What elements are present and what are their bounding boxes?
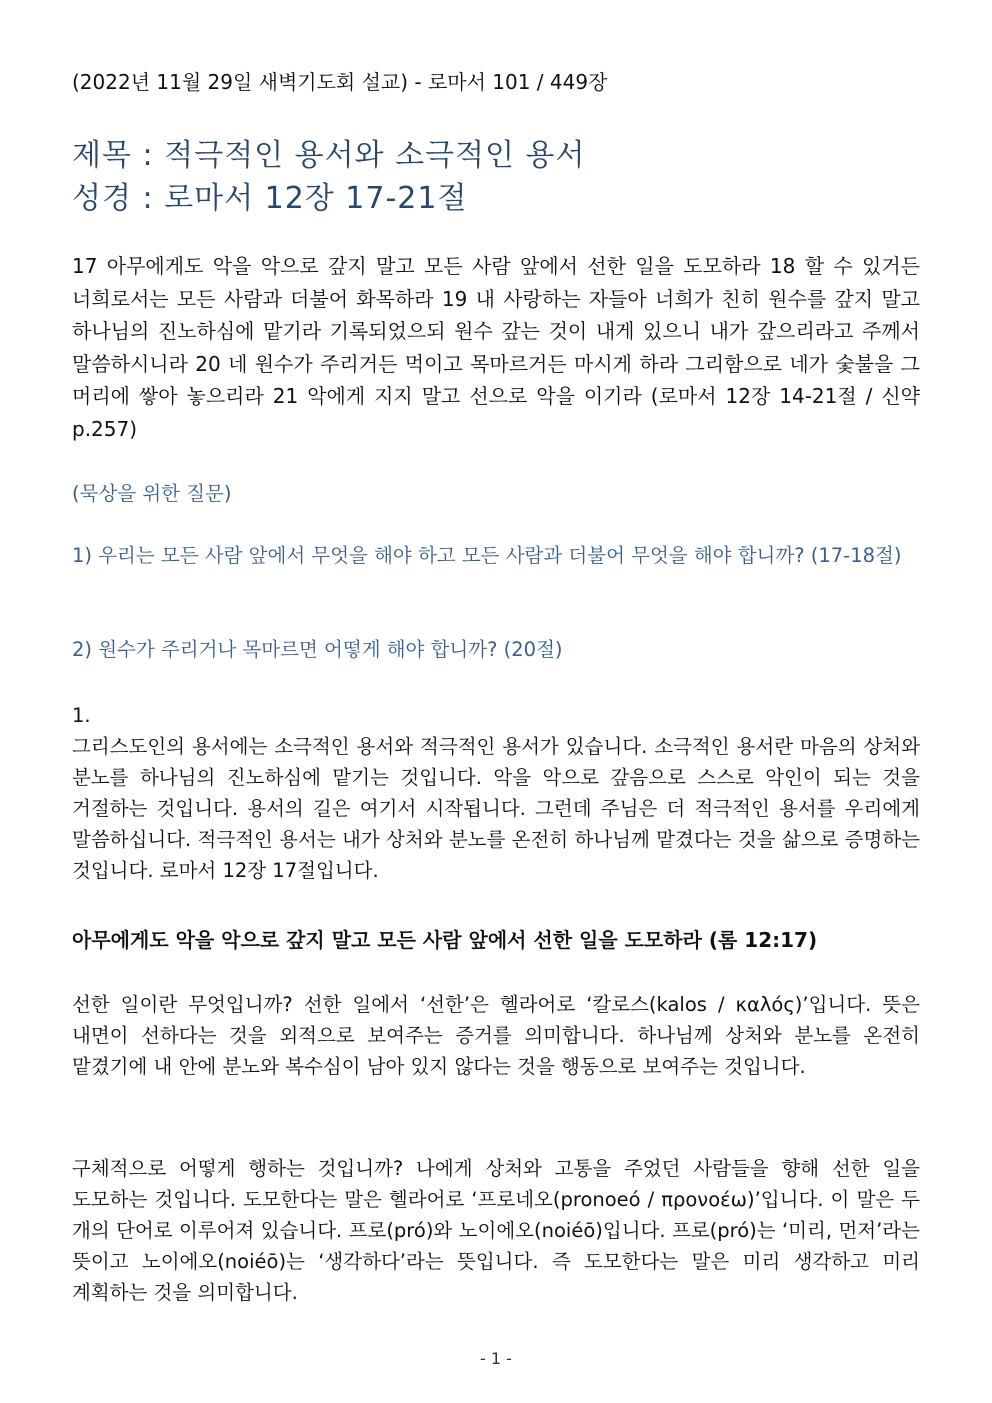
verse-quote: 아무에게도 악을 악으로 갚지 말고 모든 사람 앞에서 선한 일을 도모하라 (롬 12:17) [72,928,818,952]
section-number: 1. [72,704,91,727]
body-paragraph-3: 구체적으로 어떻게 행하는 것입니까? 나에게 상처와 고통을 주었던 사람들을 향해 선한 일을 도모하는 것입니다. 도모한다는 말은 헬라어로 ‘프로네오(pronoeó / προνοέω)’입니다. 이 말은 두 개의 단어로 이루어져 있습니다. 프로(pró)와 노이에오(noiéō)입니다. 프로(pró)는 ‘미리, 먼저’라는 뜻이고 노이에오(noiéō)는 ‘생각하다’라는 뜻입니다. 즉 도모한다는 말은 미리 생각하고 미리 계획하는 것을 의미합니다. [72,1157,920,1304]
scripture-text: 17 아무에게도 악을 악으로 갚지 말고 모든 사람 앞에서 선한 일을 도모하라 18 할 수 있거든 너희로서는 모든 사람과 더불어 화목하라 19 내 사랑하는 자들아 너희가 친히 원수를 갚지 말고 하나님의 진노하심에 맡기라 기록되었으되 원수 갚는 것이 내게 있으니 내가 갚으리라고 주께서 말씀하시니라 20 네 원수가 주리거든 먹이고 목마르거든 마시게 하라 그리함으로 네가 숯불을 그 머리에 쌓아 놓으리라 21 악에게 지지 말고 선으로 악을 이기라 (로마서 12장 14-21절 / 신약 p.257) [72,254,920,441]
body-paragraph-2: 선한 일이란 무엇입니까? 선한 일에서 ‘선한’은 헬라어로 ‘칼로스(kalos / καλός)’입니다. 뜻은 내면이 선하다는 것을 외적으로 보여주는 증거를 의미합니다. 하나님께 상처와 분노를 온전히 맡겼기에 내 안에 분노와 복수심이 남아 있지 않다는 것을 행동으로 보여주는 것입니다. [72,993,920,1078]
meditation-question-1: 1) 우리는 모든 사람 앞에서 무엇을 해야 하고 모든 사람과 더불어 무엇을 해야 합니까? (17-18절) [72,544,902,567]
meditation-question-2: 2) 원수가 주리거나 목마르면 어떻게 해야 합니까? (20절) [72,638,563,661]
scripture-reference: 성경 : 로마서 12장 17-21절 [72,181,468,216]
page-number: - 1 - [480,1349,512,1368]
body-paragraph-1: 그리스도인의 용서에는 소극적인 용서와 적극적인 용서가 있습니다. 소극적인 용서란 마음의 상처와 분노를 하나님의 진노하심에 맡기는 것입니다. 악을 악으로 갚음으로 스스로 악인이 되는 것을 거절하는 것입니다. 용서의 길은 여기서 시작됩니다. 그런데 주님은 더 적극적인 용서를 우리에게 말씀하십니다. 적극적인 용서는 내가 상처와 분노를 온전히 하나님께 맡겼다는 것을 삶으로 증명하는 것입니다. 로마서 12장 17절입니다. [72,735,920,882]
sermon-header: (2022년 11월 29일 새벽기도회 설교) - 로마서 101 / 449장 [72,70,608,94]
meditation-heading: (묵상을 위한 질문) [72,482,232,505]
sermon-title: 제목 : 적극적인 용서와 소극적인 용서 [72,138,586,173]
